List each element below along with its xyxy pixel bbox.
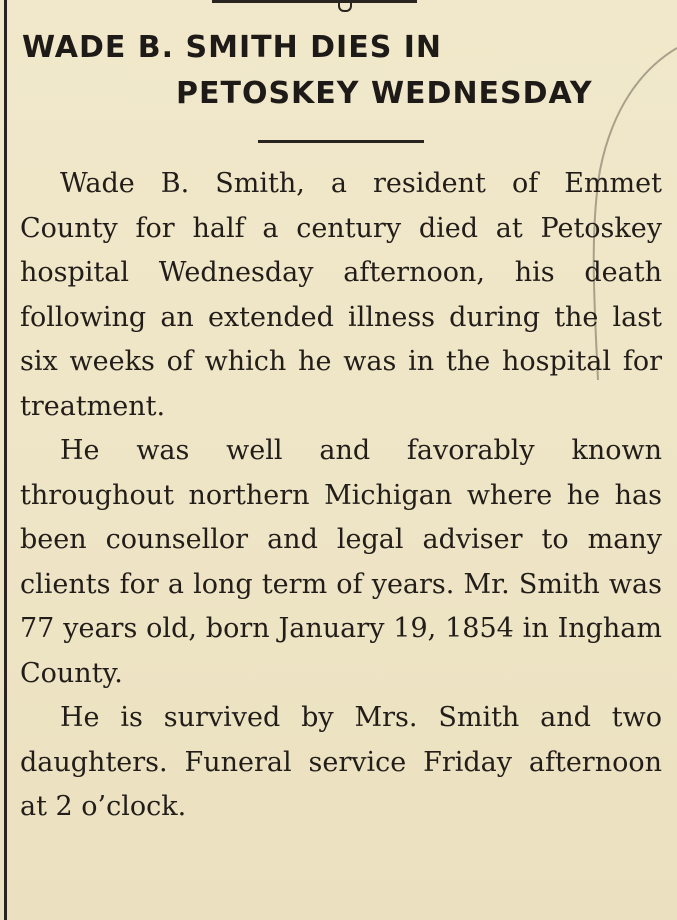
headline-divider bbox=[258, 140, 424, 143]
headline-line-1: WADE B. SMITH DIES IN bbox=[22, 30, 443, 65]
article-body bbox=[20, 162, 662, 830]
paragraph-3: He is survived by Mrs. Smith and two daughters. Funeral service Friday afternoon at 2 o’clock. bbox=[20, 702, 662, 822]
column-rule bbox=[4, 0, 7, 920]
top-divider-rule bbox=[212, 0, 417, 3]
top-ornament bbox=[338, 0, 352, 12]
paragraph-1: Wade B. Smith, a resident of Emmet County for half a century died at Petoskey hospital Wednesday afternoon, his death following an extended illness during the last six weeks of which he was in the hospital for treatment. bbox=[20, 168, 662, 422]
headline-line-2: PETOSKEY WEDNESDAY bbox=[176, 76, 593, 111]
paragraph-2: He was well and favorably known throughout northern Michigan where he has been counsellor and legal adviser to many clients for a long term of years. Mr. Smith was 77 years old, born January 19, 1854 in Ingham County. bbox=[20, 435, 662, 689]
